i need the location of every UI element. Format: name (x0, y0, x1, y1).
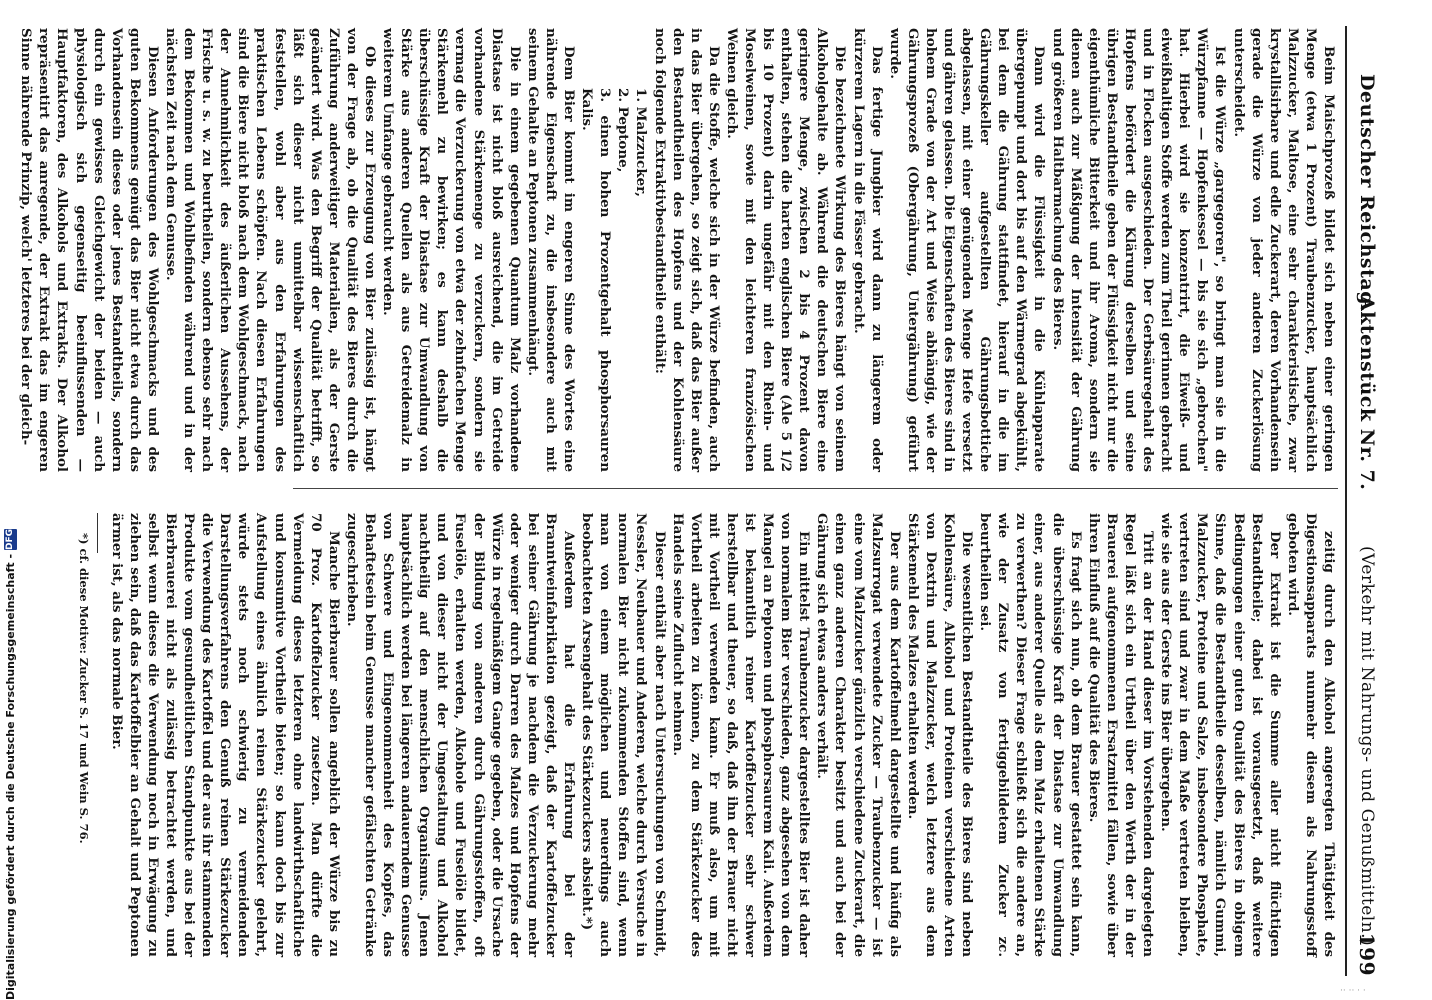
paragraph: Dann wird die Flüssigkeit in die Kühlapparate übergepumpt und dort bis auf den Wärmegrad abgekühlt, bei dem die Gährung stattfindet, hierauf in die im Gährungskeller aufgestellten Gährungsbottiche abgelassen, mit einer genügenden Menge Hefe versetzt und gähren gelassen. Die Eigenschaften des Bieres sind in hohem Grade von der Art und Weise abhängig, wie der Gährungsprozeß (Obergährung, Untergährung) geführt wurde. (886, 28, 1048, 472)
paragraph: Tritt an der Hand dieser im Vorstehenden dargelegten Regel läßt sich ein Urtheil über den Werth der in der Brauerei aufgenommenen Ersatzmittel fällen, sowie über ihren Einfluß auf die Qualität des Bieres. (1085, 513, 1157, 957)
paragraph: Das fertige Jungbier wird dann zu längerem oder kürzerem Lagern in die Fässer gebracht. (850, 28, 885, 472)
column-divider (293, 488, 1338, 489)
list-item: 1. Malzzucker, (633, 88, 650, 197)
paragraph: Es fragt sich nun, ob dem Brauer gestattet sein kann, die überschüssige Kraft der Diastase zur Umwandlung einer, aus anderer Quelle als dem Malz erhaltenen Stärke zu verwerthen? Dieser Frage schließt sich die andere an, wie der Zusatz von fertiggebildetem Zucker zc. beurtheilen sei. (977, 513, 1084, 957)
scan-corner-mark: ·· ·· · · (1340, 986, 1366, 996)
paragraph: Ob dieses zur Erzeugung von Bier zulässig ist, hängt von der Frage ab, ob die Qualität des Bieres durch die Zuführung anderweitiger Materialien, als der Gerste geändert wird. Was den Begriff der Qualität betrifft, so läßt sich dieser nicht unmittelbar wissenschaftlich feststellen, wohl aber aus den Erfahrungen des praktischen Lebens schöpfen. Nach diesen Erfahrungen sind die Biere nicht bloß nach dem Wohlgeschmack, nach der Annehmlichkeit des äußerlichen Aussehens, der Frische u. s. w. zu beurtheilen, sondern ebenso sehr nach dem Bekommen und Wohlbefinden während und in der nächsten Zeit nach dem Genusse. (163, 28, 379, 472)
attribution-text: Digitalisierung gefördert durch die Deutsche Forschungsgemeinschaft - (3, 553, 17, 1000)
paragraph: Dieser enthält aber nach Untersuchungen von Schmidt, Nessler, Neubauer und Anderen, welche durch Versuche in normalen Bier nicht zukommenden Stoffen sind, wenn man von einem möglichen und neuerdings auch beobachteten Arsengehalt des Stärkezuckers absieht.*) (579, 513, 668, 957)
page-topic: (Verkehr mit Nahrungs- und Genußmitteln.) (1357, 546, 1377, 947)
page-number: 199 (1355, 932, 1379, 976)
journal-title: Deutscher Reichstag. (1356, 74, 1378, 313)
paragraph: Der aus dem Kartoffelmehl dargestellte und häufig als Malzsurrogat verwendete Zucker — Traubenzucker — ist eine vom Malzzucker gänzlich verschiedene Zuckerart, die einen ganz anderen Charakter besitzt und auch bei der Gährung sich etwas anders verhält. (814, 513, 903, 957)
list-item: 2. Peptone, (615, 88, 632, 173)
footnote-rule (97, 513, 98, 553)
paragraph: Die in einem gegebenen Quantum Malz vorhandene Diastase ist nicht bloß ausreichend, die im Getreide vorhandene Stärkemenge zu verzuckern, sondern sie vermag die Verzuckerung von etwa der zehnfachen Menge Stärkemehl zu bewirken; es kann deshalb die überschüssige Kraft der Diastase zur Umwandlung von Stärke aus anderen Quellen als aus Getreidemalz in weiterem Umfange gebraucht werden. (380, 28, 523, 472)
paragraph: Da die Stoffe, welche sich in der Würze befinden, auch in das Bier übergehen, so zeigt sich, daß das Bier außer den Bestandtheilen des Hopfens und der Kohlensäure noch folgende Extraktivbestandtheile enthält: (651, 28, 722, 472)
paragraph: Der Extrakt ist die Summe aller nicht flüchtigen Bestandtheile; dabei ist vorausgesetzt, daß weitere Bedingungen einer guten Qualität des Bieres in obigem Sinne, daß die Bestandtheile desselben, nämlich Gummi, Malzzucker, Proteine und Salze, insbesondere Phosphate, vertreten sind und zwar in dem Maße vertreten bleiben, wie sie aus der Gerste ins Bier übergehen. (1158, 513, 1283, 957)
header-rule (1345, 26, 1347, 976)
paragraph: Die bezeichnete Wirkung des Bieres hängt von seinem Alkoholgehalte ab. Während die deutschen Biere eine geringere Menge, zwischen 2 bis 4 Prozent davon enthalten, stehen die harten englischen Biere (Ale 5 1/2 bis 10 Prozent) darin ungefähr mit den Rhein- und Moselweinen, sowie mit den leichteren französischen Weinen gleich. (723, 28, 849, 472)
paragraph: Manche Bierbrauer sollen angeblich der Würze bis zu 70 Proz. Kartoffelzucker zusetzen. Man dürfte die Vermeidung dieses letzteren ohne landwirthschaftliche und konsumtive Vortheile bieten; so kann doch bis zur Aufstellung eines ähnlich reinen Stärkezucker gelehrt, würde stets noch schwierig zu vermeidenden Darstellungsverfahrens den Genuß reinen Stärkezucker die Verwendung des Kartoffel und der aus ihr stammenden Produkte vom gesundheitlichen Standpunkte aus bei der Bierbrauerei nicht als zulässig betrachtet werden, und selbst wenn dieses die Verwendung noch in Erwägung zu ziehen sein, daß das Kartoffelbier an Gehalt und Peptonen ärmer ist, als das normale Bier. (108, 513, 342, 957)
right-column (76, 513, 1338, 957)
paragraph: Diesen Anforderungen des Wohlgeschmacks und des guten Bekommens genügt das Bier nicht etwa durch das Vorhandensein dieses oder jenes Bestandtheils, sondern durch ein gewisses Gleichgewicht der beiden — auch physiologisch sich gegenseitig beeinflussenden — Hauptfaktoren, des Alkohols und Extrakts. Der Alkohol repräsentirt das anregende, der Extrakt das im engeren Sinne nährende Prinzip, welch' letzteres bei der gleich- (18, 28, 161, 472)
paragraph: zeitig durch den Alkohol angeregten Thätigkeit des Digestionsapparats nunmehr diesem als Nahrungsstoff geboten wird. (1284, 513, 1337, 957)
paragraph: Beim Maischprozeß bildet sich neben einer geringen Menge (etwa 1 Prozent) Traubenzucker, hauptsächlich Malzzucker, Maltose, eine sehr charakteristische, zwar krystallisirbare und edle Zuckerart, deren Vorhandensein gerade die Würze von jeder anderen Zuckerlösung unterscheidet. (1230, 28, 1337, 472)
paragraph: Außerdem hat die Erfahrung bei der Branntweinfabrikation gezeigt, daß der Kartoffelzucker bei seiner Gährung je nachdem die Verzuckerung mehr oder weniger durch Darren des Malzes und Hopfens der Würze in regelmäßigem Gange gegeben, oder die Ursache der Bildung von anderen durch Gährungsstoffen, oft Fuselöle, erhalten werden, Alkohole und Fuselöle bildet, und von dieser nicht der Umgestaltung und Alkohol nachtheilig auf den menschlichen Organismus. Jenen hauptsächlich werden bei längeren andauerndem Genusse von Schwere und Eingenommenheit des Kopfes, das Behaftetsein beim Genusse mancher gefälschten Getränke zugeschrieben. (343, 513, 578, 957)
paragraph: Die wesentlichen Bestandtheile des Bieres sind neben Kohlensäure, Alkohol und Proteinen verschiedene Arten von Dextrin und Malzzucker, welch letztere aus dem Stärkemehl des Malzes erhalten werden. (904, 513, 976, 957)
footnote: *) cf. diese Motive: Zucker S. 17 und Wein S. 76. (76, 533, 91, 844)
list-item: 3. einen hohen Prozentgehalt phosphorsauren Kalis. (579, 88, 614, 472)
paragraph: Ist die Würze „gargegoren", so bringt man sie in die Würzpfanne — Hopfenkessel — bis sie sich „gebrochen" hat. Hierbei wird sie konzentrirt, die Eiweiß- und eiweißhaltigen Stoffe werden zum Theil gerinnen gebracht und in Flocken ausgeschieden. Der Gerbsäuregehalt des Hopfens befördert die Klärung derselben und seine übrigen Bestandtheile geben der Flüssigkeit nicht nur die eigenthümliche Bitterkeit und ihr Aroma, sondern sie dienen auch zur Mäßigung der Intensität der Gährung und größeren Haltbarmachung des Bieres. (1049, 28, 1229, 472)
document-page (18, 8, 1386, 992)
paragraph: Dem Bier kommt im engeren Sinne des Wortes eine nährende Eigenschaft zu, die insbesondere auch mit seinem Gehalte an Peptonen zusammenhängt. (524, 28, 578, 472)
dfg-logo: DFG (4, 528, 15, 550)
paragraph: Ein mittelst Traubenzucker dargestelltes Bier ist daher von normalem Bier verschieden, ganz abgesehen von dem Mangel an Peptonen und phosphorsaurem Kali. Außerdem ist bekanntlich reiner Kartoffelzucker sehr schwer herstellbar und theuer, so daß, daß ihn der Brauer nicht mit Vortheil verwenden kann. Er muß also, um mit Vortheil arbeiten zu können, zu dem Stärkezucker des Handels seine Zuflucht nehmen. (669, 513, 813, 957)
left-column (17, 28, 1338, 472)
issue-number: Aktenstück Nr. 7. (1356, 296, 1378, 491)
page-header (1348, 26, 1386, 976)
digitization-attribution (2, 528, 18, 1000)
